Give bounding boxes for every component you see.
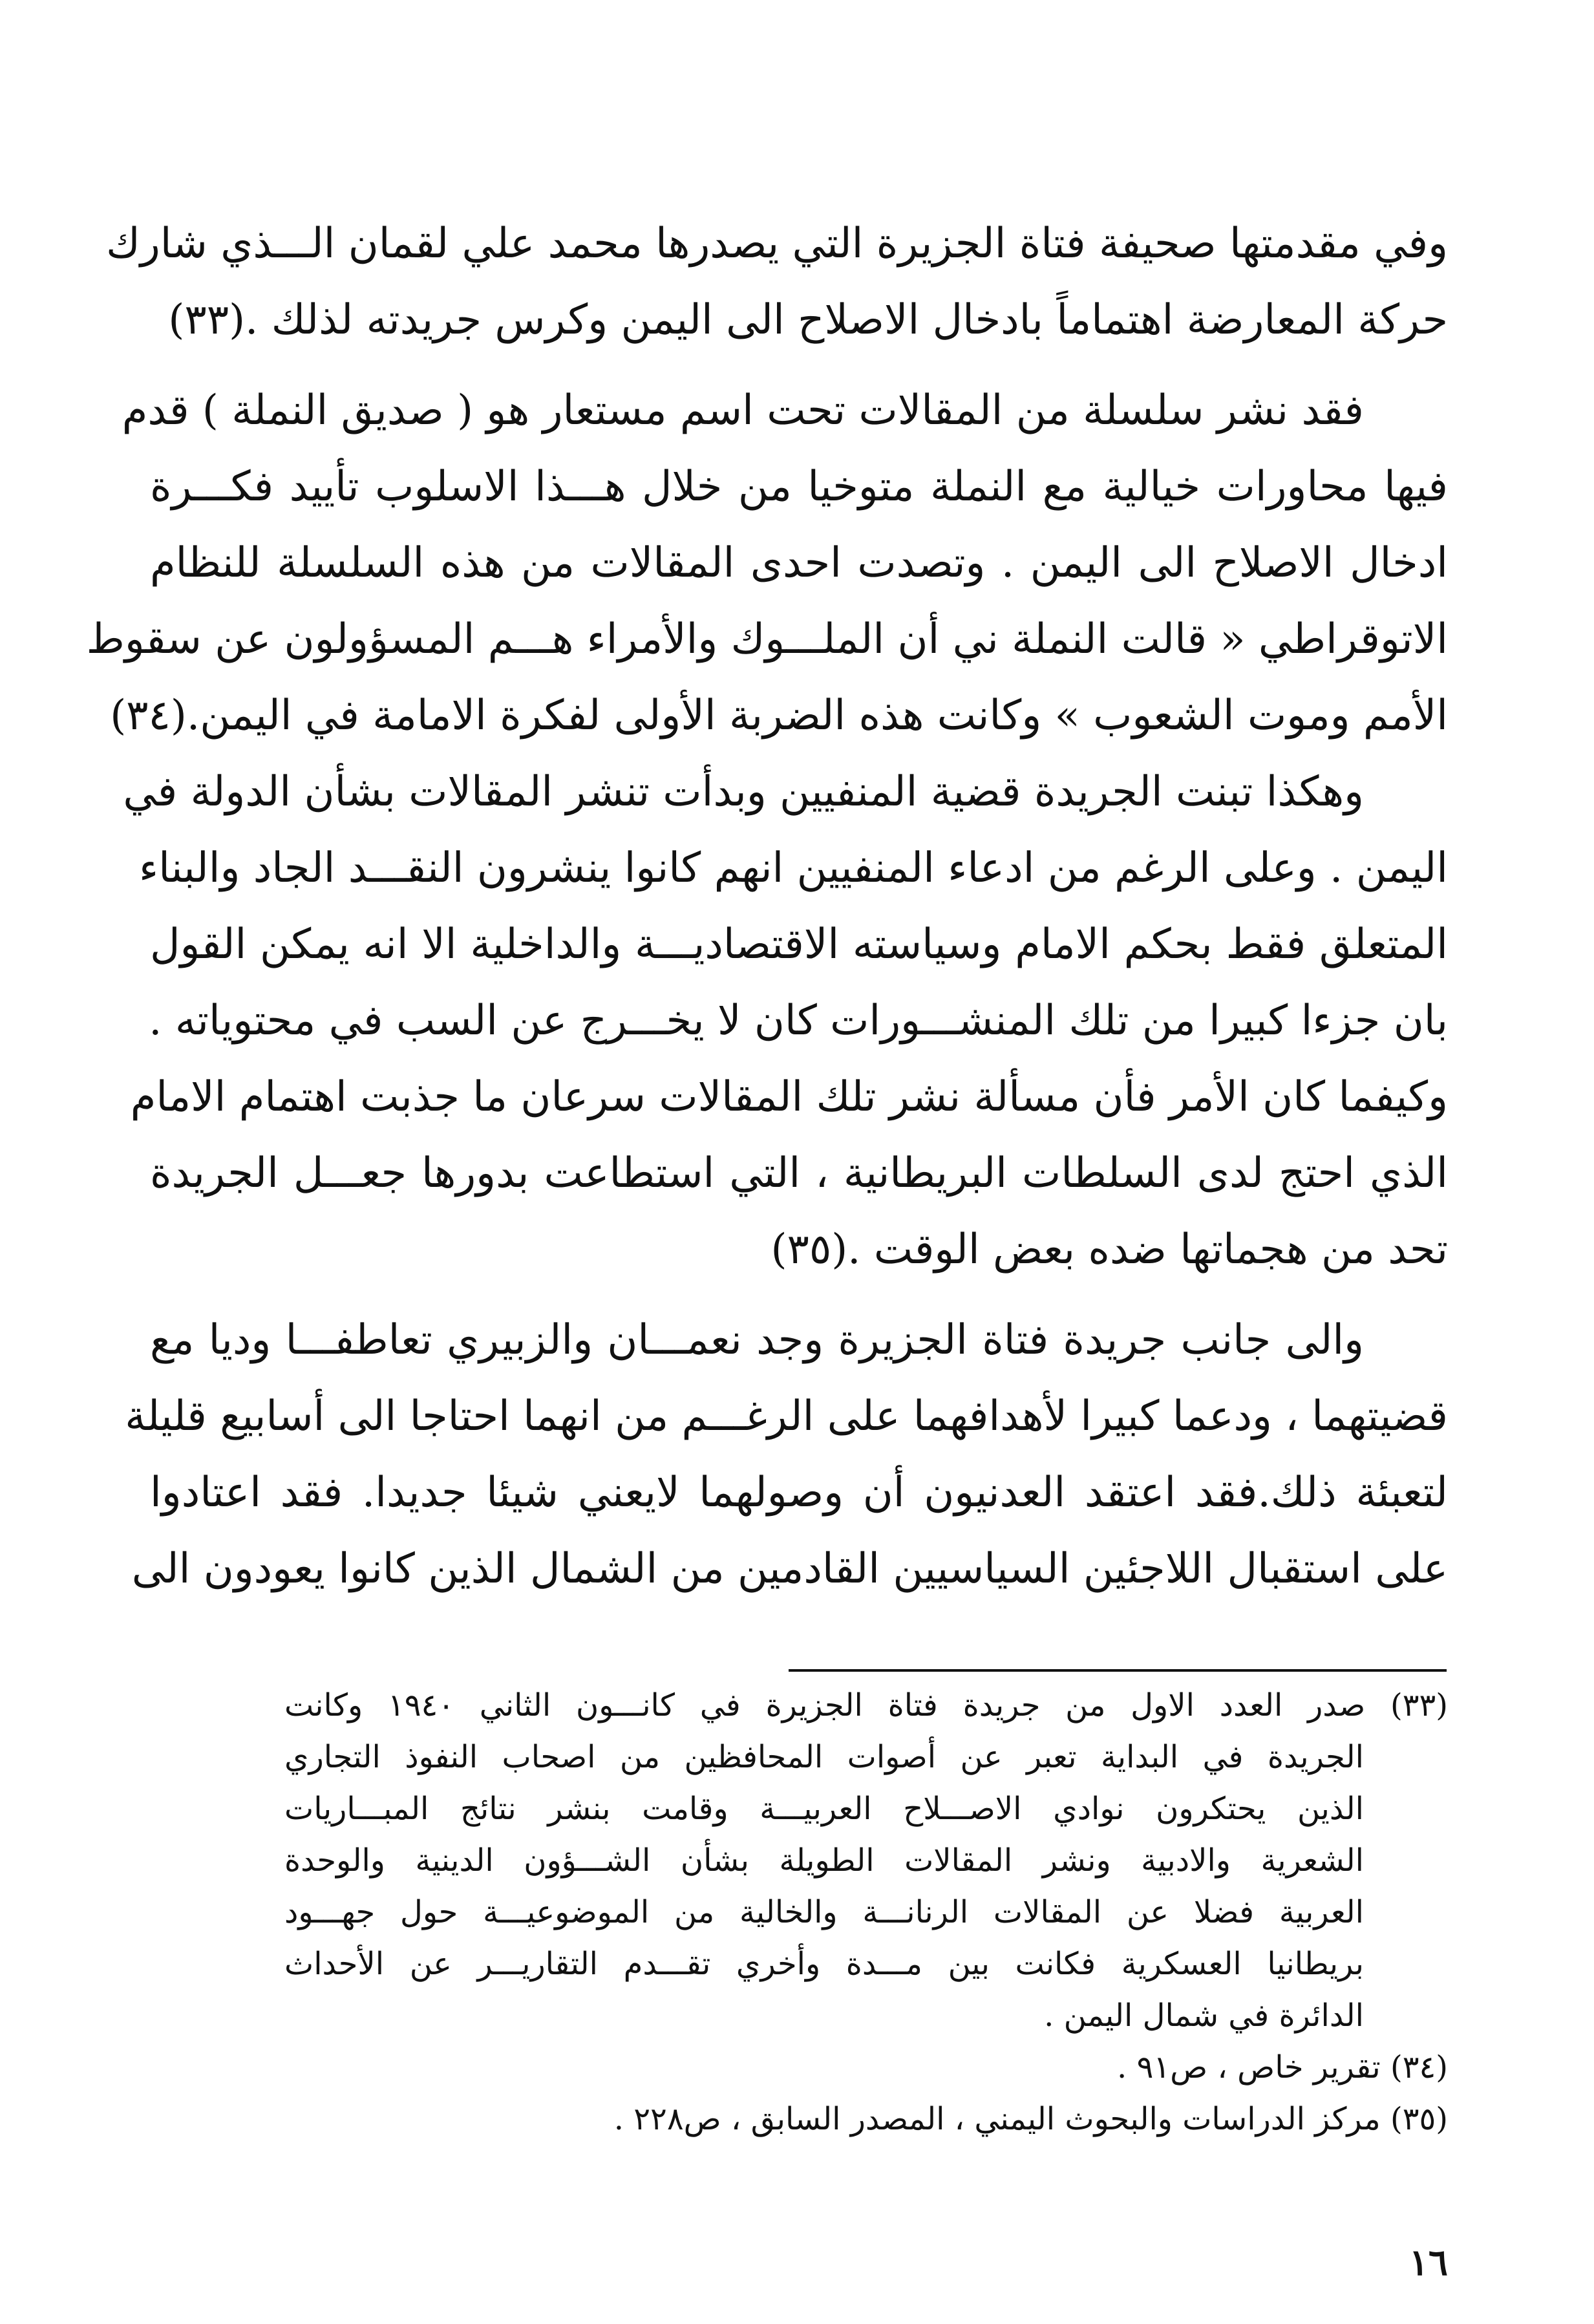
- text-line: على استقبال اللاجئين السياسيين القادمين من الشمال الذين كانوا يعودون الى: [131, 1545, 1448, 1593]
- footnote-33-line: الدائرة في شمال اليمن .: [1044, 1998, 1364, 2034]
- text-line: والى جانب جريدة فتاة الجزيرة وجد نعمـــان والزبيري تعاطفـــا وديا مع: [150, 1316, 1365, 1364]
- text-line: تحد من هجماتها ضده بعض الوقت .(٣٥): [770, 1226, 1448, 1274]
- text-line: بان جزءا كبيرا من تلك المنشـــورات كان لا يخـــرج عن السب في محتوياته .: [149, 997, 1448, 1045]
- text-line: الذي احتج لدى السلطات البريطانية ، التي استطاعت بدورها جعـــل الجريدة: [150, 1149, 1449, 1197]
- text-line: وهكذا تبنت الجريدة قضية المنفيين وبدأت تنشر المقالات بشأن الدولة في: [123, 768, 1364, 816]
- footnote-33-line: الذين يحتكرون نوادي الاصـــلاح العربيـــة وقامت بنشر نتائج المبـــاريات: [284, 1791, 1364, 1827]
- text-line: حركة المعارضة اهتماماً بادخال الاصلاح الى اليمن وكرس جريدته لذلك .(٣٣): [168, 296, 1448, 344]
- footnotes: [284, 1679, 1448, 2145]
- text-line: وكيفما كان الأمر فأن مسألة نشر تلك المقالات سرعان ما جذبت اهتمام الامام: [130, 1073, 1448, 1121]
- body-text: [86, 206, 1449, 1607]
- text-line: وفي مقدمتها صحيفة فتاة الجزيرة التي يصدرها محمد علي لقمان الـــذي شارك: [106, 220, 1448, 268]
- footnote-33-line: العربية فضلا عن المقالات الرنانـــة والخالية من الموضوعيـــة حول جهـــود: [284, 1894, 1365, 1930]
- footnote-35: (٣٥) مركز الدراسات والبحوث اليمني ، المصدر السابق ، ص٢٢٨ .: [613, 2101, 1448, 2137]
- text-line: قضيتهما ، ودعما كبيرا لأهدافهما على الرغـــم من انهما احتاجا الى أسابيع قليلة: [125, 1392, 1448, 1440]
- text-line: ادخال الاصلاح الى اليمن . وتصدت احدى المقالات من هذه السلسلة للنظام: [150, 539, 1448, 587]
- text-line: فقد نشر سلسلة من المقالات تحت اسم مستعار هو ( صديق النملة ) قدم: [122, 387, 1364, 434]
- text-line: الأمم وموت الشعوب » وكانت هذه الضربة الأولى لفكرة الامامة في اليمن.(٣٤): [110, 692, 1448, 740]
- page-number: ١٦: [1408, 2241, 1448, 2284]
- footnote-33-line: الجريدة في البداية تعبر عن أصوات المحافظين من اصحاب النفوذ التجاري: [284, 1739, 1364, 1775]
- footnote-33-line: بريطانيا العسكرية فكانت بين مـــدة وأخري تقـــدم التقاريـــر عن الأحداث: [284, 1946, 1364, 1982]
- text-line: فيها محاورات خيالية مع النملة متوخيا من خلال هـــذا الاسلوب تأييد فكـــرة: [150, 463, 1448, 511]
- text-line: الاتوقراطي « قالت النملة ني أن الملـــوك والأمراء هـــم المسؤولون عن سقوط: [86, 615, 1448, 663]
- text-line: اليمن . وعلى الرغم من ادعاء المنفيين انهم كانوا ينشرون النقـــد الجاد والبناء: [139, 844, 1448, 892]
- footnote-34: (٣٤) تقرير خاص ، ص٩١ .: [1117, 2049, 1448, 2085]
- footnote-33-line: (٣٣) صدر العدد الاول من جريدة فتاة الجزيرة في كانـــون الثاني ١٩٤٠ وكانت: [284, 1687, 1449, 1723]
- footnote-separator: [789, 1669, 1447, 1672]
- footnote-33-line: الشعرية والادبية ونشر المقالات الطويلة بشأن الشـــؤون الدينية والوحدة: [284, 1842, 1364, 1879]
- text-line: لتعبئة ذلك.فقد اعتقد العدنيون أن وصولهما لايعني شيئا جديدا. فقد اعتادوا: [150, 1469, 1448, 1517]
- text-line: المتعلق فقط بحكم الامام وسياسته الاقتصاديـــة والداخلية الا انه يمكن القول: [150, 921, 1448, 968]
